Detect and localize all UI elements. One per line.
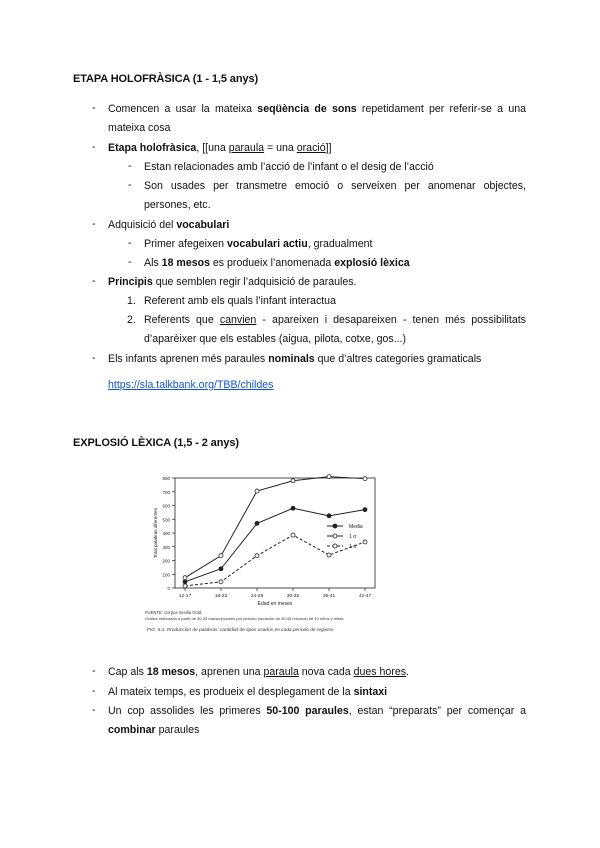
section-title-holofrasica: ETAPA HOLOFRÀSICA (1 - 1,5 anys) (73, 73, 259, 85)
bullet-dash: - (92, 141, 96, 153)
y-tick-label: 300 (162, 544, 170, 550)
numbered-2-text: Referents que canvien - apareixen i desapareixen - tenen més possibilitats (144, 314, 526, 326)
data-point (291, 479, 295, 483)
chart-caption: FIG. 5.1. Producción de palabras: cantidad de tipos usados en cada periodo de registro. (147, 628, 335, 633)
y-tick-label: 500 (162, 517, 170, 523)
legend-marker (333, 534, 337, 538)
vocabulary-growth-chart (145, 470, 445, 645)
x-tick-label: 36-41 (322, 594, 336, 599)
series-line-1 (185, 477, 365, 578)
subbullet-18-mesos: Als 18 mesos es produeix l’anomenada explosió lèxica (144, 257, 410, 269)
bullet-sequencia-sons-cont: mateixa cosa (108, 122, 171, 134)
legend-label: Media (349, 524, 363, 530)
series-line-2 (185, 535, 365, 586)
data-point (219, 567, 223, 571)
data-point (183, 580, 187, 584)
bullet-50-100-paraules: Un cop assolides les primeres 50-100 paraules, estan “preparats” per començar a (108, 705, 526, 717)
y-tick-label: 200 (162, 558, 170, 564)
subbullet-vocabulari-actiu: Primer afegeixen vocabulari actiu, gradualment (144, 238, 373, 250)
bullet-dash: - (92, 275, 96, 287)
y-tick-label: 100 (162, 572, 170, 578)
bullet-dash: - (92, 685, 96, 697)
bullet-vocabulari: Adquisició del vocabulari (108, 219, 230, 231)
numbered-2-marker: 2. (127, 314, 136, 326)
bullet-nominals: Els infants aprenen més paraules nominals que d’altres categories gramaticals (108, 353, 482, 365)
bullet-dash: - (128, 256, 132, 268)
childes-link[interactable]: https://sla.talkbank.org/TBB/childes (108, 379, 274, 391)
bullet-dash: - (92, 102, 96, 114)
numbered-2-cont: d’aparèixer que els estables (aigua, pilota, cotxe, gos...) (144, 333, 407, 345)
data-point (327, 514, 331, 518)
numbered-1-text: Referent amb els quals l’infant interactua (144, 295, 336, 307)
bullet-dash: - (92, 352, 96, 364)
data-point (363, 540, 367, 544)
data-point (291, 533, 295, 537)
legend-label: 1 σ (349, 534, 357, 540)
y-tick-label: 400 (162, 531, 170, 536)
data-point (327, 553, 331, 557)
y-tick-label: 0 (167, 586, 170, 591)
legend-label: 1 σ (349, 544, 357, 550)
section-title-explosio-lexica: EXPLOSIÓ LÈXICA (1,5 - 2 anys) (73, 437, 239, 449)
bullet-dash: - (92, 665, 96, 677)
data-point (255, 489, 259, 493)
plot-frame (175, 478, 375, 588)
bullet-dash: - (92, 704, 96, 716)
chart-source: FUENTE: Corpus Sevilla Gold. (145, 610, 203, 615)
data-point (219, 580, 223, 584)
subbullet-accio: Estan relacionades amb l’acció de l’infant o el desig de l’acció (144, 161, 434, 173)
x-tick-label: 42-47 (358, 594, 372, 599)
bullet-principis: Principis que semblen regir l’adquisició de paraules. (108, 276, 357, 288)
bullet-sequencia-sons: Comencen a usar la mateixa seqüència de sons repetidament per referir-se a una (108, 103, 526, 115)
data-point (219, 554, 223, 558)
bullet-dash: - (128, 160, 132, 172)
chart-note: Gráfico elaborado a partir de 30-33 transcripciones por periodo (duración de 30-45 minutos) de 10 niños y niñas. (145, 616, 345, 621)
y-tick-label: 600 (162, 503, 170, 509)
bullet-dash: - (128, 179, 132, 191)
x-tick-label: 12-17 (178, 594, 192, 599)
y-axis-label: Total palabras diferentes (153, 507, 158, 559)
data-point (291, 506, 295, 510)
x-tick-label: 30-35 (286, 594, 300, 599)
numbered-1-marker: 1. (127, 295, 136, 307)
x-axis-label: Edad en meses (257, 601, 293, 607)
data-point (183, 584, 187, 588)
y-tick-label: 800 (162, 476, 170, 481)
bullet-dash: - (92, 218, 96, 230)
bullet-sintaxi: Al mateix temps, es produeix el desplegament de la sintaxi (108, 686, 388, 698)
data-point (255, 521, 259, 525)
legend-marker (333, 524, 337, 528)
x-tick-label: 18-23 (214, 594, 228, 599)
data-point (363, 508, 367, 512)
bullet-paraula-hores: Cap als 18 mesos, aprenen una paraula nova cada dues hores. (108, 666, 409, 678)
bullet-etapa-holofrasica: Etapa holofràsica, [[una paraula = una oració]] (108, 142, 332, 154)
data-point (255, 554, 259, 558)
data-point (183, 576, 187, 580)
x-tick-label: 24-29 (250, 594, 264, 599)
bullet-dash: - (128, 237, 132, 249)
data-point (363, 477, 367, 481)
subbullet-emocio-cont: persones, etc. (144, 199, 211, 211)
data-point (327, 475, 331, 479)
y-tick-label: 700 (162, 489, 170, 495)
subbullet-emocio: Son usades per transmetre emoció o serveixen per anomenar objectes, (144, 180, 526, 192)
legend-marker (333, 544, 337, 548)
bullet-50-100-paraules-cont: combinar paraules (108, 724, 200, 736)
